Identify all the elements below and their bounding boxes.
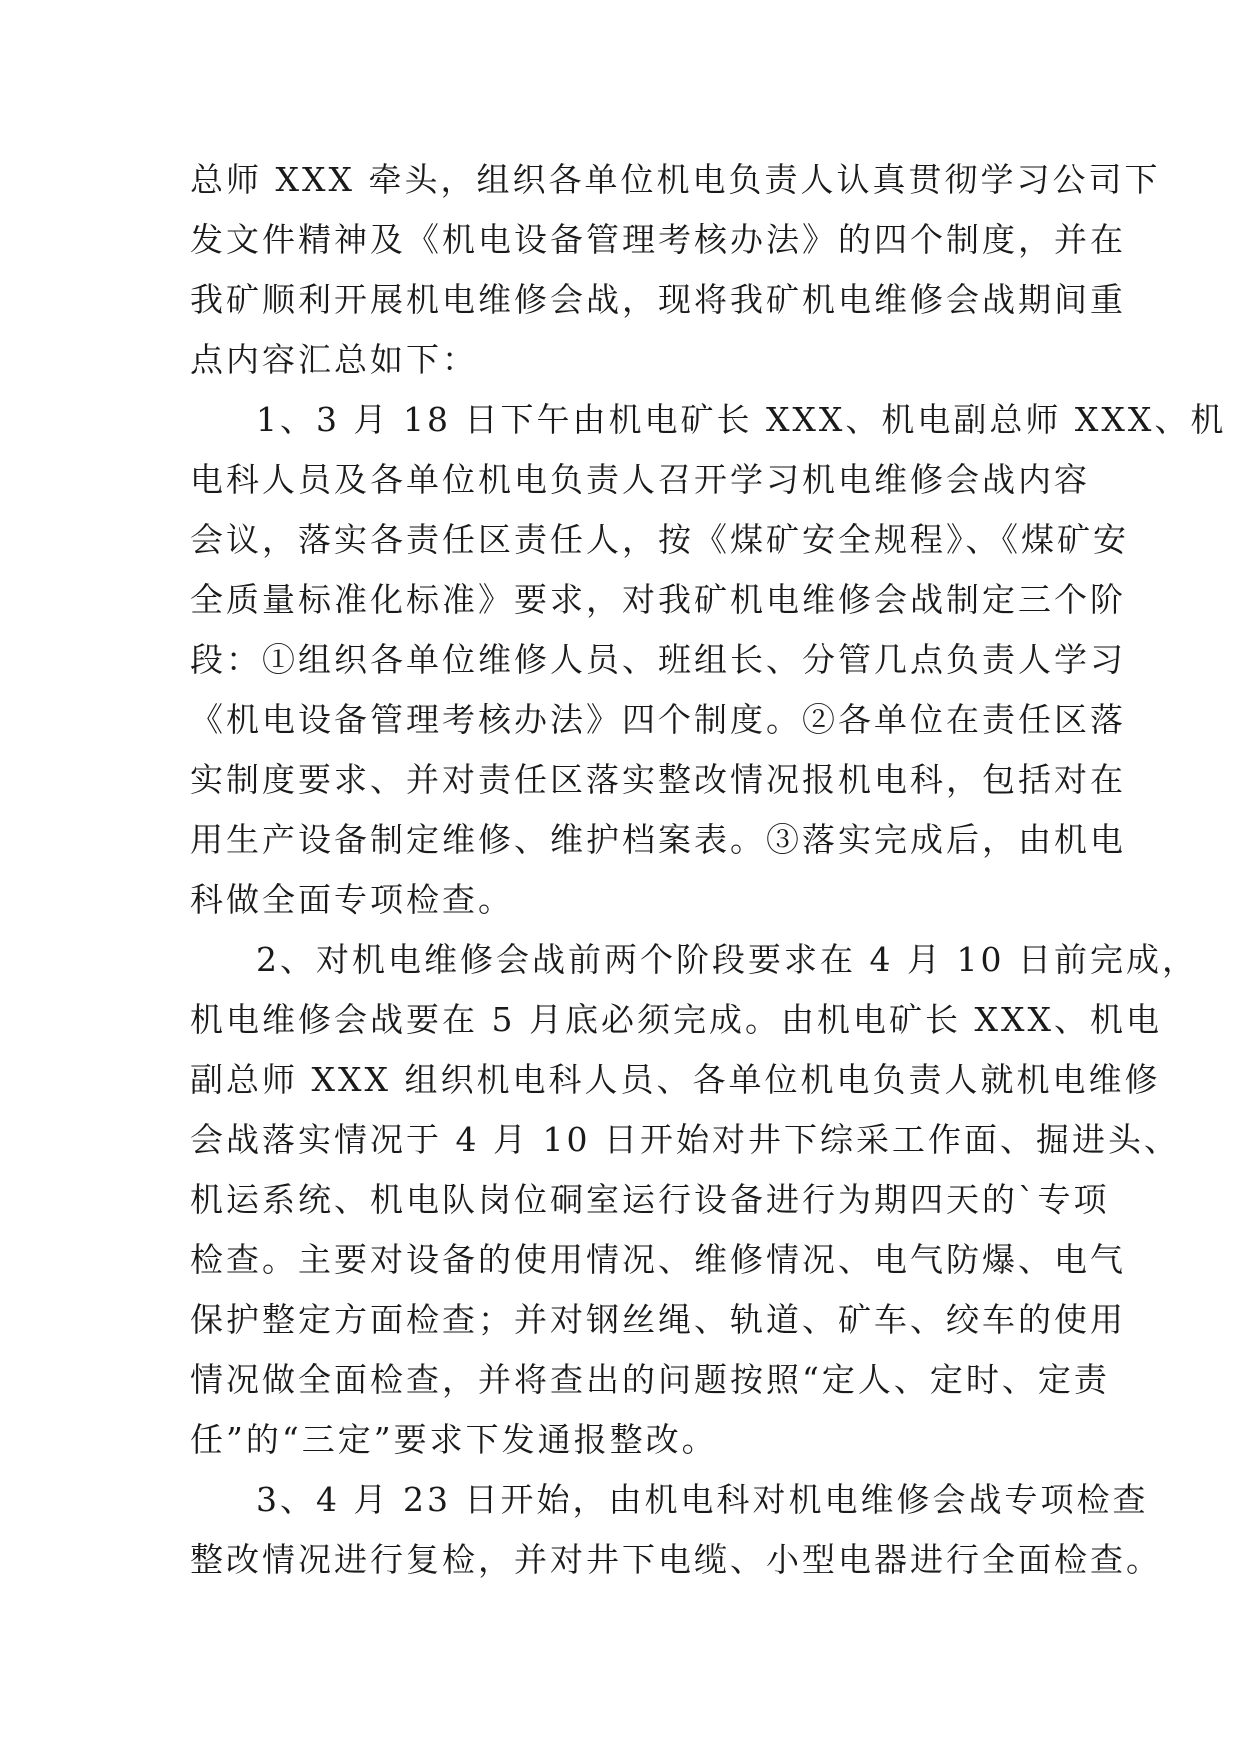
- text-line: 会战落实情况于 4 月 10 日开始对井下综采工作面、掘进头、: [190, 1120, 1180, 1159]
- text-line: 我矿顺利开展机电维修会战，现将我矿机电维修会战期间重: [190, 280, 1126, 319]
- text-line: 《机电设备管理考核办法》四个制度。②各单位在责任区落: [190, 700, 1126, 739]
- text-line: 点内容汇总如下：: [190, 340, 478, 379]
- text-line: 情况做全面检查，并将查出的问题按照“定人、定时、定责: [190, 1360, 1110, 1399]
- paragraph-item-3: [190, 1470, 1162, 1590]
- text-line: 实制度要求、并对责任区落实整改情况报机电科，包括对在: [190, 760, 1126, 799]
- text-line: 保护整定方面检查；并对钢丝绳、轨道、矿车、绞车的使用: [190, 1300, 1126, 1339]
- text-line: 电科人员及各单位机电负责人召开学习机电维修会战内容: [190, 460, 1090, 499]
- text-line: 总师 XXX 牵头，组织各单位机电负责人认真贯彻学习公司下: [190, 160, 1161, 199]
- text-line: 发文件精神及《机电设备管理考核办法》的四个制度，并在: [190, 220, 1126, 259]
- text-line: 全质量标准化标准》要求，对我矿机电维修会战制定三个阶: [190, 580, 1126, 619]
- text-line: 2、对机电维修会战前两个阶段要求在 4 月 10 日前完成，: [256, 940, 1198, 979]
- text-line: 科做全面专项检查。: [190, 880, 514, 919]
- text-line: 会议，落实各责任区责任人，按《煤矿安全规程》、《煤矿安: [190, 520, 1129, 559]
- paragraph-item-2: [190, 930, 1198, 1470]
- paragraph-intro: [190, 150, 1161, 390]
- text-line: 机电维修会战要在 5 月底必须完成。由机电矿长 XXX、机电: [190, 1000, 1162, 1039]
- text-line: 副总师 XXX 组织机电科人员、各单位机电负责人就机电维修: [190, 1060, 1161, 1099]
- paragraph-item-1: [190, 390, 1227, 930]
- text-line: 整改情况进行复检，并对井下电缆、小型电器进行全面检查。: [190, 1540, 1162, 1579]
- text-line: 用生产设备制定维修、维护档案表。③落实完成后，由机电: [190, 820, 1126, 859]
- text-line: 3、4 月 23 日开始，由机电科对机电维修会战专项检查: [256, 1480, 1149, 1519]
- text-line: 机运系统、机电队岗位硐室运行设备进行为期四天的`专项: [190, 1180, 1110, 1219]
- text-line: 段：①组织各单位维修人员、班组长、分管几点负责人学习: [190, 640, 1126, 679]
- text-line: 任”的“三定”要求下发通报整改。: [190, 1420, 718, 1459]
- text-line: 1、3 月 18 日下午由机电矿长 XXX、机电副总师 XXX、机: [256, 400, 1227, 439]
- body-text: [190, 150, 1227, 1590]
- text-line: 检查。主要对设备的使用情况、维修情况、电气防爆、电气: [190, 1240, 1126, 1279]
